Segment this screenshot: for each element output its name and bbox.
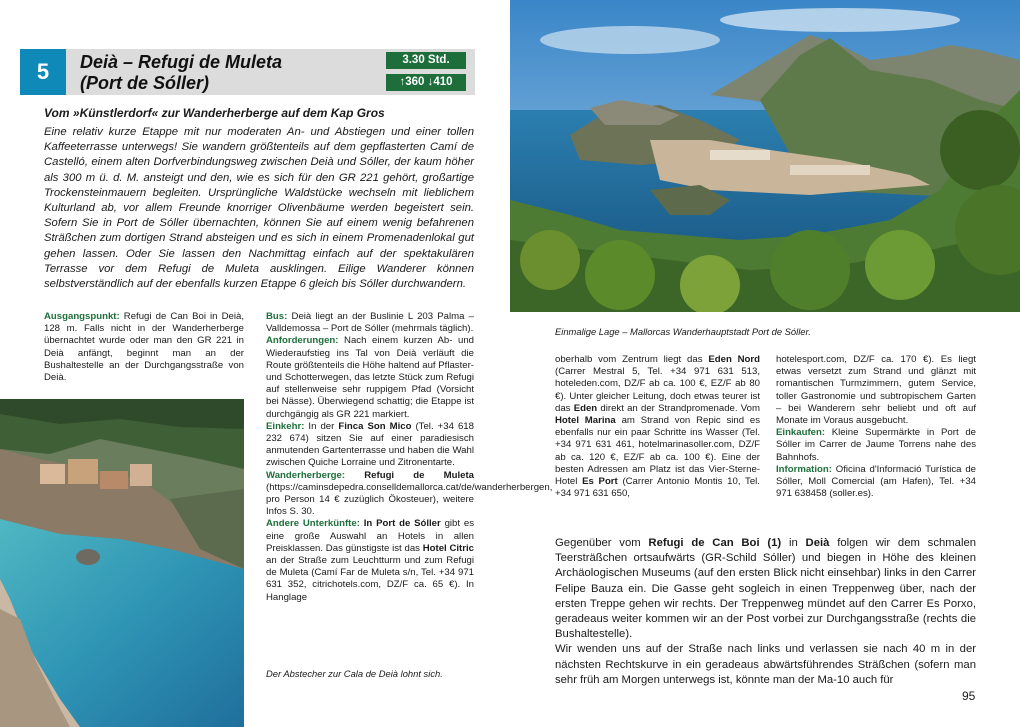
caption-left: Der Abstecher zur Cala de Deià lohnt sich. — [266, 668, 443, 679]
cove-photo-illustration — [0, 399, 244, 727]
cont-bold-1: Eden Nord — [708, 354, 760, 365]
herberge-label: Wanderherberge: — [266, 469, 346, 481]
cont-text-4: am Strand von Repic sind es ebenfalls nur ein paar Schritte ins Wasser (Tel. +34 971 631 461, hotelmarinasoller.com, DZ/F ab ca. 120 €, EZ/F ab ca. 100 €). Eine der besten Adressen am Platz ist das Vier-Sterne-Hotel — [555, 415, 760, 488]
caption-right: Einmalige Lage – Mallorcas Wanderhauptstadt Port de Sóller. — [555, 326, 811, 337]
title-line-2: (Port de Sóller) — [80, 73, 210, 93]
info-column-right-1 — [555, 354, 760, 500]
unterkuenfte-bold-1: In Port de Sóller — [363, 518, 441, 530]
route-paragraph-2: Wir wenden uns auf der Straße nach links und verlassen sie nach 40 m in der nächsten Rechtskurve in ein geradeaus abwärtsführendes Sträßchen (sofern man sehr früh am Morgen unterwegs ist, könnte man der Ma-10 auch für — [555, 643, 976, 686]
anforderungen-label: Anforderungen: — [266, 335, 339, 347]
subtitle: Vom »Künstlerdorf« zur Wanderherberge auf dem Kap Gros — [44, 106, 385, 120]
route-p1-bold-1: Refugi de Can Boi (1) — [648, 537, 782, 549]
page-number: 95 — [962, 689, 976, 703]
einkehr-text-pre: In der — [308, 420, 335, 432]
duration-badge: 3.30 Std. — [386, 52, 466, 69]
einkehr-bold: Finca Son Mico — [338, 420, 412, 432]
route-p1-mid: in — [788, 537, 798, 549]
route-p1-bold-2: Deià — [805, 537, 830, 549]
cont-bold-2: Eden — [573, 402, 598, 414]
port-de-soller-illustration — [510, 0, 1020, 312]
bus-label: Bus: — [266, 311, 288, 322]
herberge-bold: Refugi de Muleta — [364, 469, 474, 481]
title-line-1: Deià – Refugi de Muleta — [80, 52, 283, 72]
cont-text-1: oberhalb vom Zentrum liegt das — [555, 354, 703, 365]
einkaufen-text: Kleine Supermärkte in Port de Sóller im Carrer de Jaume Torrens nahe des Bahnhofs. — [776, 427, 977, 463]
unterkuenfte-bold-2: Hotel Citric — [422, 542, 474, 554]
route-p1-pre: Gegenüber vom — [555, 537, 641, 549]
stage-title — [80, 52, 282, 94]
cont-text-3: direkt an der Strandpromenade. Vom — [600, 402, 760, 414]
stage-number-box: 5 — [20, 49, 66, 95]
info-column-right-2 — [776, 354, 976, 500]
herberge-text: (https://caminsdepedra.conselldemallorca.cat/de/wanderherbergen, pro Person 14 € zuzüglich Ökosteuer), weitere Infos S. 30. — [266, 481, 553, 518]
ascent-descent-badge: ↑360 ↓410 — [386, 74, 466, 91]
cont-bold-4: Es Port — [582, 476, 618, 488]
ausgangspunkt-text: Refugi de Can Boi in Deià, 128 m. Falls nicht in der Wanderherberge übernachtet wurde oder man den GR 221 in Deià anfängt, beginnt man an der Bushaltestelle an der Durchgangsstraße von Deià. — [44, 311, 245, 384]
route-p1-post: folgen wir dem schmalen Teersträßchen ortsaufwärts (GR-Schild Sóller) und biegen in Höhe des kleinen Archäologischen Museums (auf den ersten Blick nicht einsehbar) links in den Carrer Felipe Bauza ein. Die Gasse geht sogleich in einen Treppenweg über, nach der ersten Treppe gehen wir rechts. Der Treppenweg mündet auf den Carrer Es Porxo, geradeaus weiter kommen wir an der Post vorbei zur Durchgangsstraße (rechts die Bushaltestelle). — [555, 537, 977, 641]
cont-text-2: (Carrer Mestral 5, Tel. +34 971 631 513, hoteleden.com, DZ/F ab ca. 100 €, EZ/F ab 80 €). Unter gleicher Leitung, doch etwas teurer ist das — [555, 366, 760, 414]
einkehr-label: Einkehr: — [266, 420, 305, 432]
ausgangspunkt-label: Ausgangspunkt: — [44, 311, 120, 322]
einkehr-text-post: (Tel. +34 618 232 674) sitzen Sie auf einer paradiesisch anmutenden Gartenterrasse und haben die Wahl zwischen Quiche Lorraine und Zitronentarte. — [266, 420, 474, 469]
information-text: Oficina d'Informació Turística de Sóller, Moll Comercial (am Hafen), Tel. +34 971 638458 (soller.es). — [776, 463, 976, 500]
unterkuenfte-label: Andere Unterkünfte: — [266, 518, 360, 530]
info-column-middle — [266, 311, 553, 604]
bus-text: Deià liegt an der Buslinie L 203 Palma – Valldemossa – Port de Sóller (mehrmals täglich). — [266, 311, 474, 335]
route-paragraph-1 — [555, 536, 976, 642]
cove-photo — [0, 399, 244, 727]
route-description — [555, 536, 976, 688]
info-column-left — [44, 311, 244, 384]
information-label: Information: — [776, 463, 832, 475]
cont-text-6: hotelesport.com, DZ/F ca. 170 €). Es liegt etwas versetzt zum Strand und glänzt mit romantischen Turmzimmern, gutem Service, toller Gastronomie und subtropischem Garten – bei Wanderern sehr beliebt und oft auf Monate im Voraus ausgebucht. — [776, 354, 976, 427]
port-de-soller-photo — [510, 0, 1020, 312]
cont-text-5: (Carrer Antonio Montis 10, Tel. +34 971 631 650, — [555, 476, 760, 500]
unterkuenfte-text-1: gibt es eine große Auswahl an Hotels in allen Preisklassen. Das günstigste ist das — [266, 518, 474, 554]
anforderungen-text: Nach einem kurzen Ab- und Wiederaufstieg ins Tal von Deià verläuft die Route größtenteils die Höhe haltend auf Pflaster- und Schotterwegen, das letzte Stück zum Refugi auf stellenweise sehr ruppigem Pfad (Vorsicht bei Nässe). Überwiegend schattig; die Etappe ist durchgängig als GR 221 markiert. — [266, 335, 474, 420]
einkaufen-label: Einkaufen: — [776, 427, 826, 439]
unterkuenfte-text-2: an der Straße zum Leuchtturm und zum Refugi de Muleta (Camí Far de Muleta s/n, Tel. +34 971 631 352, citrichotels.com, DZ/F ca. 65 €). In Hanglage — [266, 555, 474, 603]
intro-paragraph: Eine relativ kurze Etappe mit nur moderaten An- und Abstiegen und einer tollen Kaffeeterrasse unterwegs! Sie wandern größtenteils auf dem gepflasterten Camí de Castelló, einem alten Dorfverbindungsweg zwischen Deià und Sóller, der kaum höher als 300 m ü. d. M. ansteigt und den, wie es sich für den GR 221 gehört, großartige Trockensteinmauern begleiten. Ursprüngliche Waldstücke wechseln mit lieblichem Kulturland ab, vor allem Freunde knorriger Olivenbäume werden begeistert sein. Sofern Sie in Port de Sóller übernachten, können Sie auf einem wenig befahrenen Sträßchen zum dortigen Strand absteigen und es sich in einem Promenadenlokal gut gehen lassen. Oder Sie lassen den Nachmittag einfach auf der spektakulären Terrasse vor dem Refugi de Muleta ausklingen. Eilige Wanderer können selbstverständlich auf der ebenfalls kurzen Etappe 6 gleich bis Sóller durchwandern. — [44, 126, 474, 291]
cont-bold-3: Hotel Marina — [555, 415, 616, 427]
